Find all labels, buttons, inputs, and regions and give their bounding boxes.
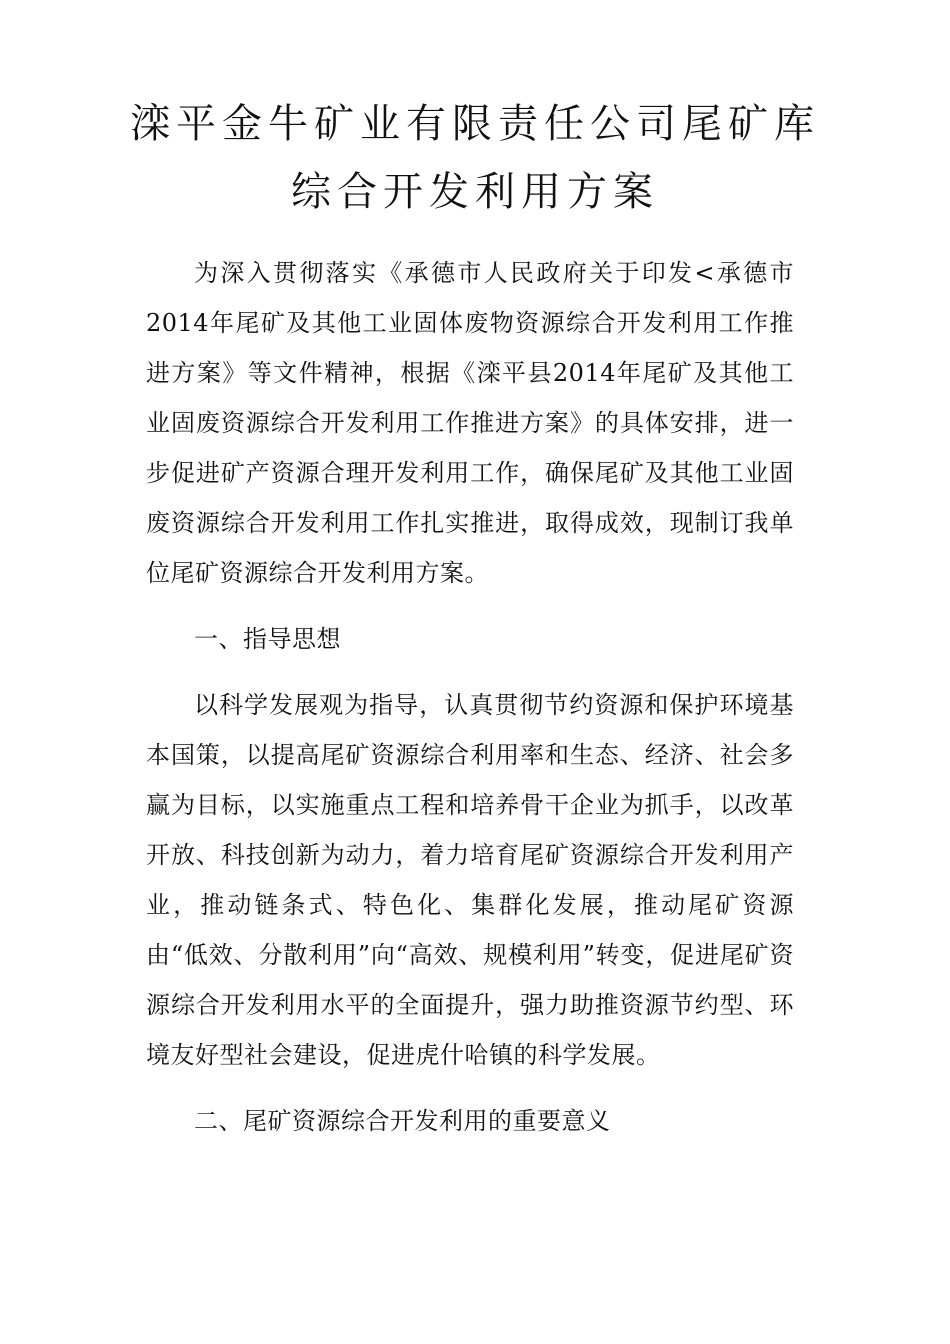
document-title-line-2: 综合开发利用方案 (291, 169, 659, 215)
document-title-line-1: 滦平金牛矿业有限责任公司尾矿库 (130, 101, 820, 147)
intro-paragraph: 为深入贯彻落实《承德市人民政府关于印发<承德市2014年尾矿及其他工业固体废物资源综合开发利用工作推进方案》等文件精神，根据《滦平县2014年尾矿及其他工业固废资源综合开发利用工作推进方案》的具体安排，进一步促进矿产资源合理开发利用工作，确保尾矿及其他工业固废资源综合开发利用工作扎实推进，取得成效，现制订我单位尾矿资源综合开发利用方案。 (146, 259, 794, 587)
section-heading-guiding-ideology: 一、指导思想 (194, 625, 341, 653)
guiding-ideology-paragraph: 以科学发展观为指导，认真贯彻节约资源和保护环境基本国策，以提高尾矿资源综合利用率和生态、经济、社会多赢为目标，以实施重点工程和培养骨干企业为抓手，以改革开放、科技创新为动力，着力培育尾矿资源综合开发利用产业，推动链条式、特色化、集群化发展，推动尾矿资源由“低效、分散利用”向“高效、规模利用”转变，促进尾矿资源综合开发利用水平的全面提升，强力助推资源节约型、环境友好型社会建设，促进虎什哈镇的科学发展。 (146, 691, 794, 1069)
section-heading-significance: 二、尾矿资源综合开发利用的重要意义 (194, 1107, 611, 1135)
document-body (146, 248, 794, 1146)
